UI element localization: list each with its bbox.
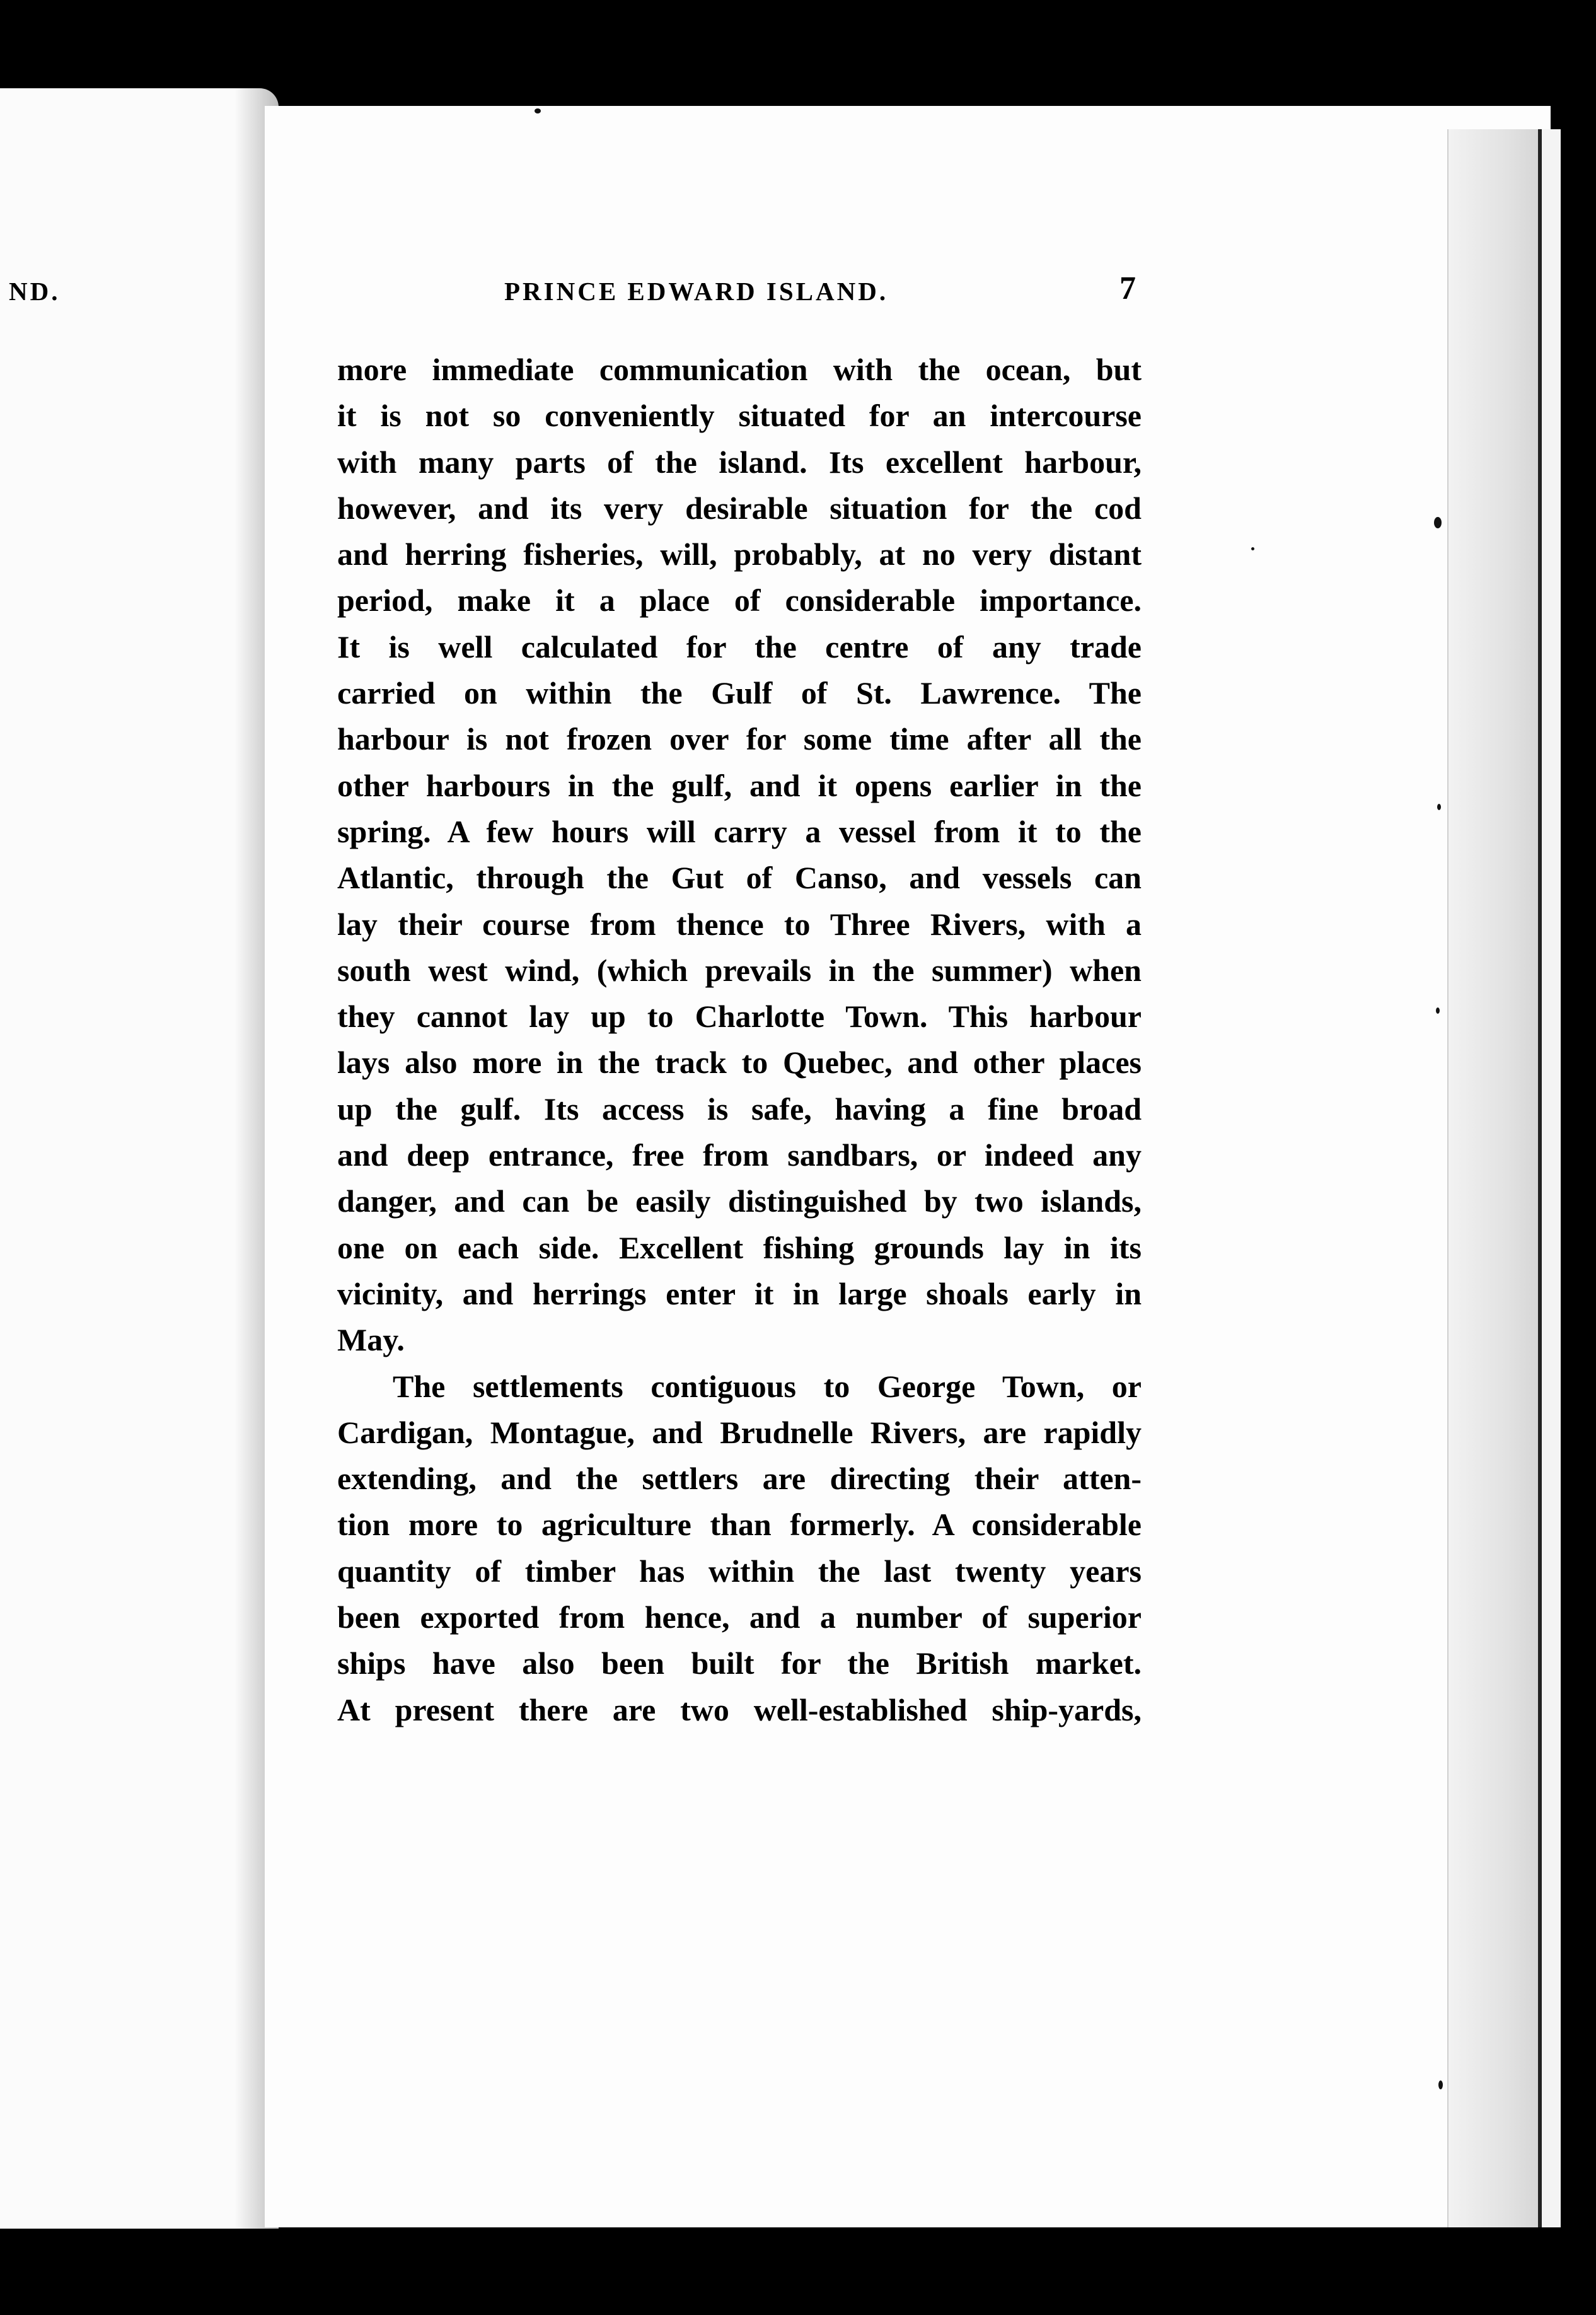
text-line: south west wind, (which prevails in the summer) when [337, 952, 1142, 988]
ink-speck [1436, 1007, 1440, 1014]
text-line: danger, and can be easily distinguished by two islands, [337, 1183, 1142, 1219]
book-edge [1538, 129, 1561, 2227]
running-head: PRINCE EDWARD ISLAND. [504, 277, 889, 306]
scan-background [0, 2229, 1596, 2315]
ink-speck [1437, 804, 1441, 810]
text-line: they cannot lay up to Charlotte Town. This harbour [337, 999, 1142, 1035]
text-line: harbour is not frozen over for some time after all the [337, 721, 1142, 757]
text-line: and deep entrance, free from sandbars, or indeed any [337, 1137, 1142, 1173]
text-line: Cardigan, Montague, and Brudnelle Rivers, are rapidly [337, 1414, 1142, 1450]
text-line: one on each side. Excellent fishing grounds lay in its [337, 1229, 1142, 1265]
text-line: period, make it a place of considerable importance. [337, 583, 1142, 618]
ink-speck [1438, 2080, 1443, 2089]
text-line: The settlements contiguous to George Town, or [393, 1368, 1142, 1404]
ink-speck [1434, 517, 1442, 528]
text-line: other harbours in the gulf, and it opens earlier in the [337, 767, 1142, 803]
text-line: vicinity, and herrings enter it in large shoals early in [337, 1275, 1142, 1311]
text-line: spring. A few hours will carry a vessel from it to the [337, 813, 1142, 849]
previous-page-running-head: ND. [9, 277, 61, 306]
text-line: May. [337, 1322, 405, 1358]
text-line: carried on within the Gulf of St. Lawrence. The [337, 675, 1142, 711]
text-line: however, and its very desirable situation for the cod [337, 490, 1142, 526]
text-line: been exported from hence, and a number of superior [337, 1599, 1142, 1635]
text-line: lays also more in the track to Quebec, and other places [337, 1045, 1142, 1081]
body-text [337, 347, 1142, 1733]
text-line: it is not so conveniently situated for an intercourse [337, 398, 1142, 434]
text-line: Atlantic, through the Gut of Canso, and vessels can [337, 860, 1142, 896]
ink-speck [535, 108, 541, 113]
text-line: and herring fisheries, will, probably, at no very distant [337, 537, 1142, 572]
text-line: up the gulf. Its access is safe, having a fine broad [337, 1091, 1142, 1127]
text-line: lay their course from thence to Three Rivers, with a [337, 906, 1142, 942]
text-line: quantity of timber has within the last twenty years [337, 1553, 1142, 1589]
ink-speck [1251, 547, 1254, 550]
text-line: more immediate communication with the ocean, but [337, 352, 1142, 387]
text-line: tion more to agriculture than formerly. A considerable [337, 1507, 1142, 1543]
text-line: ships have also been built for the British market. [337, 1645, 1142, 1681]
text-line: At present there are two well-established ship-yards, [337, 1691, 1142, 1727]
text-line: extending, and the settlers are directing their atten- [337, 1461, 1142, 1497]
page-number: 7 [1119, 270, 1136, 306]
text-line: It is well calculated for the centre of any trade [337, 629, 1142, 664]
text-line: with many parts of the island. Its excellent harbour, [337, 444, 1142, 480]
